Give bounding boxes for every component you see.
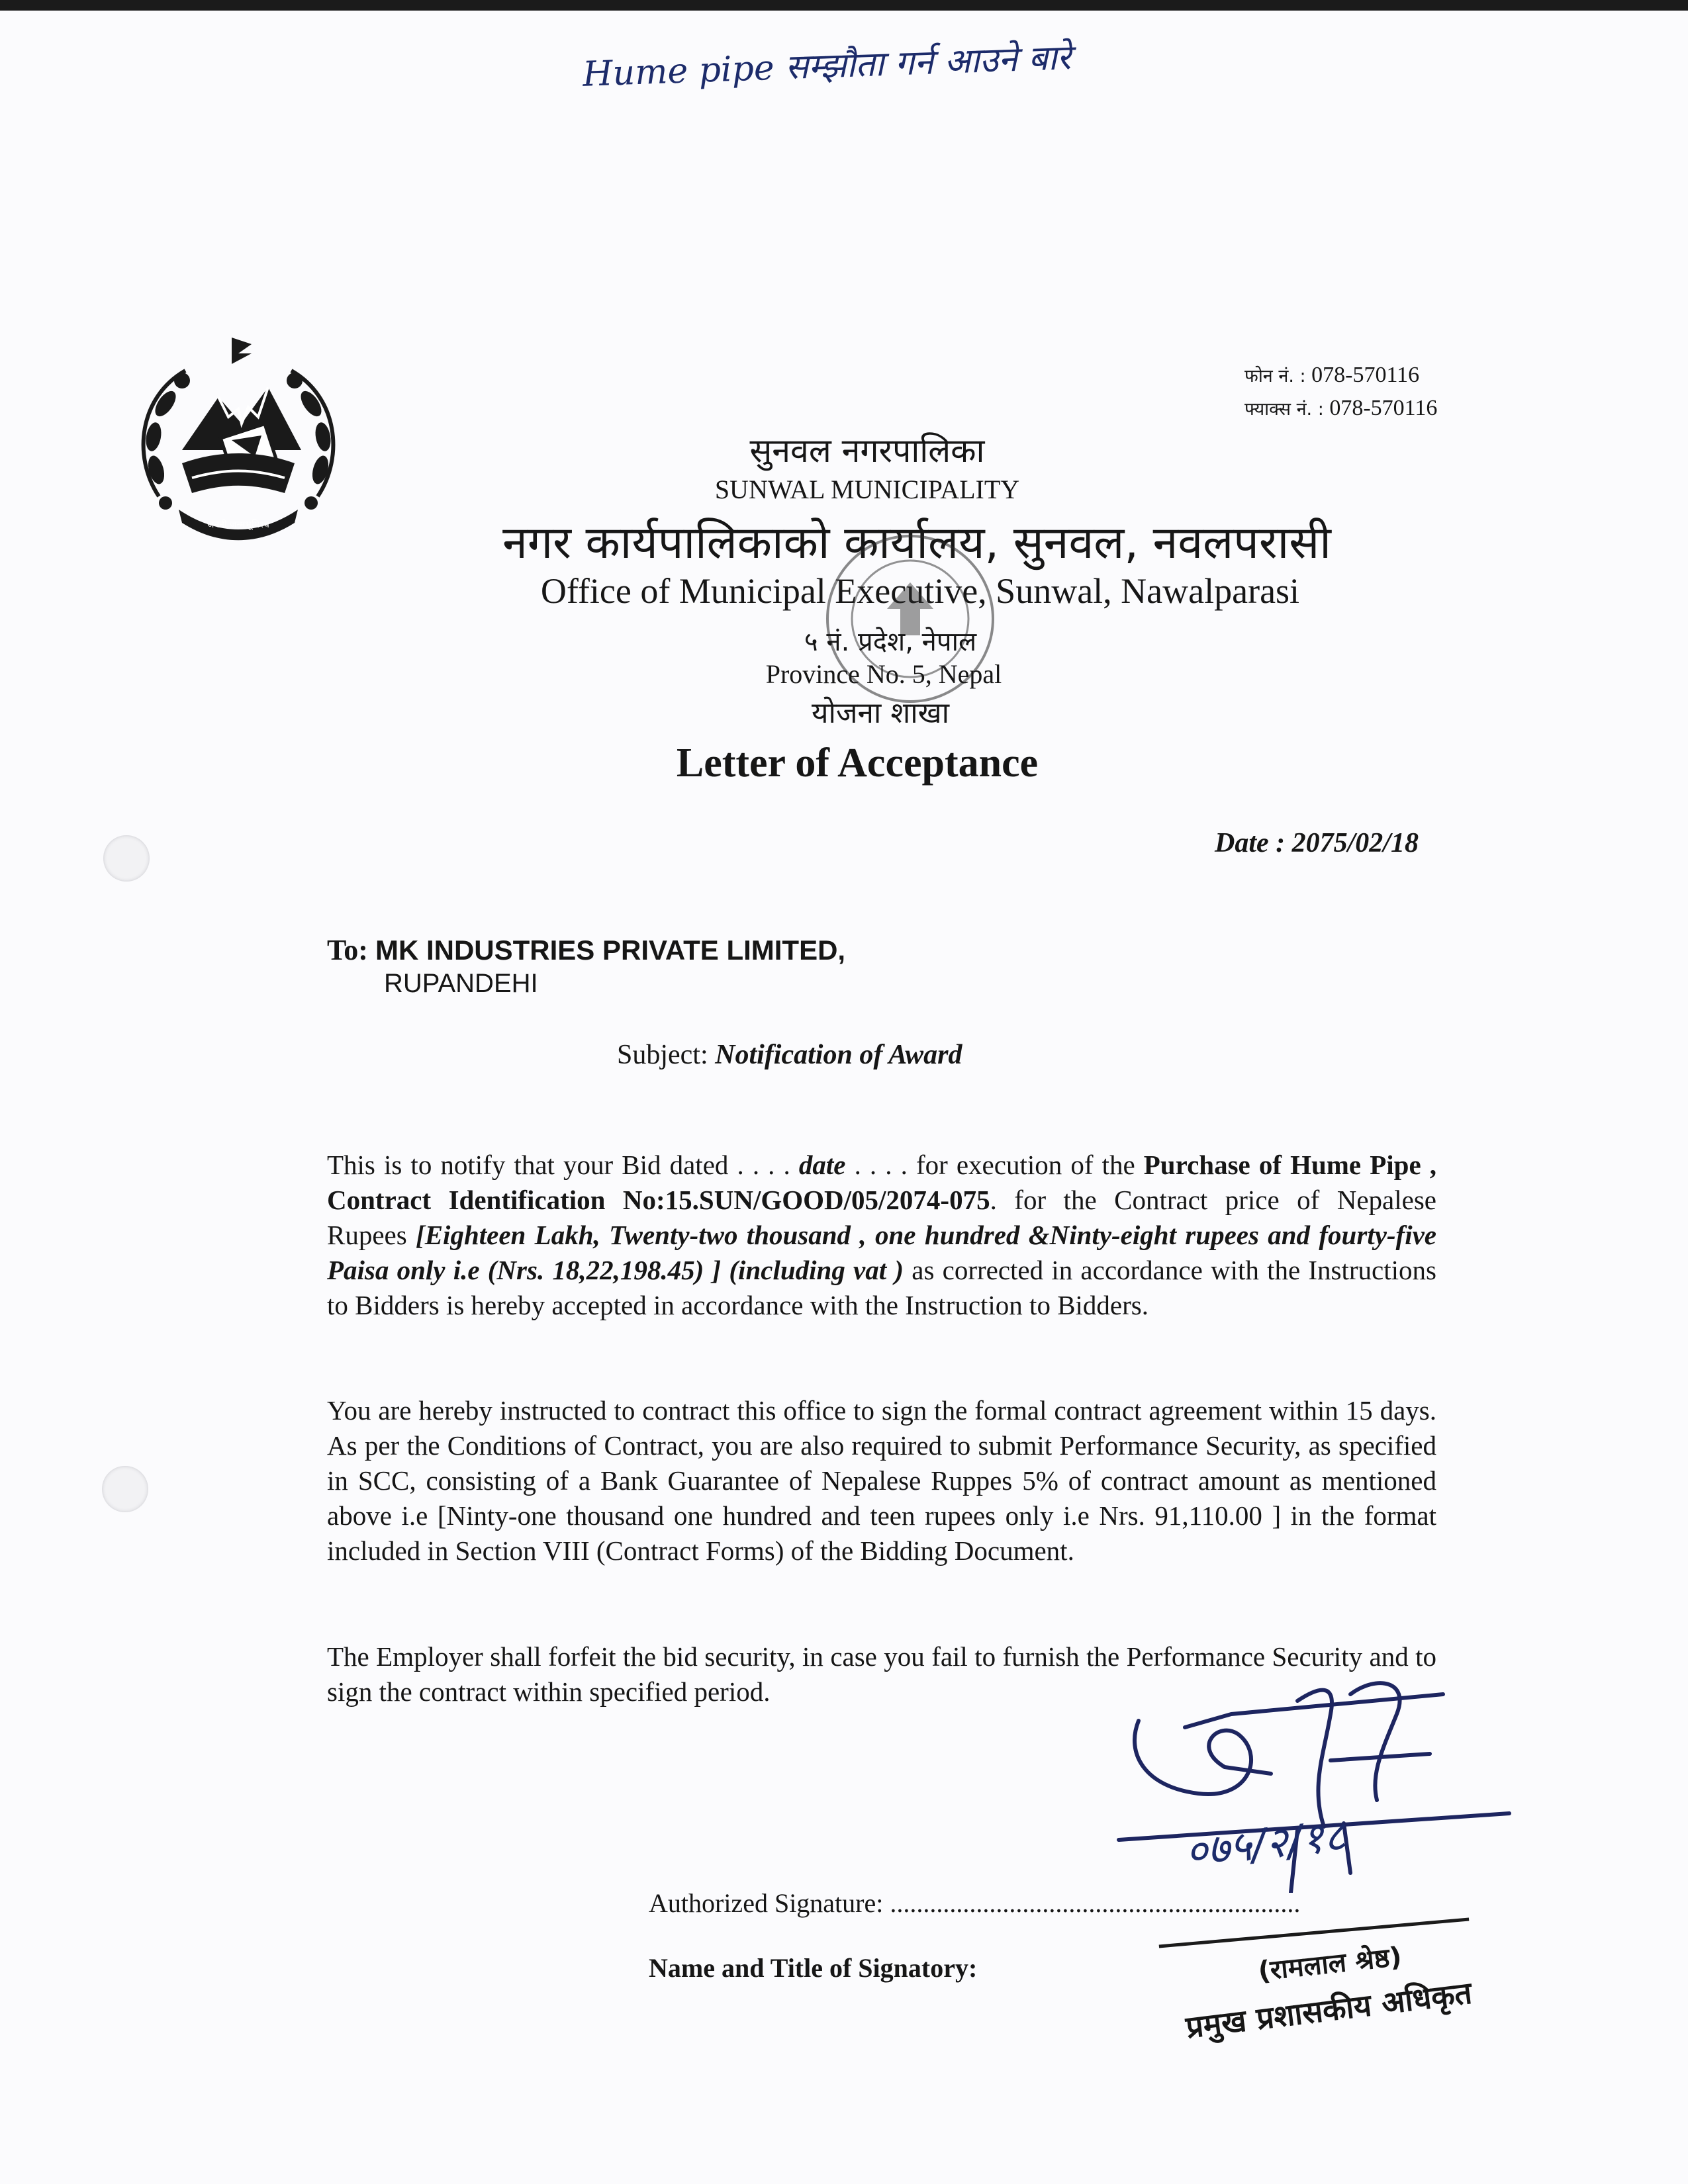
fax-label: फ्याक्स नं. : [1244,399,1324,420]
name-title-label: Name and Title of Signatory: [649,1953,978,1983]
para1-bid-date: date [798,1150,846,1180]
signatory-stamp-underline [1159,1918,1470,1948]
subject-line [617,1039,962,1071]
fax-line [1244,396,1437,421]
notification-paragraph [327,1148,1436,1323]
letter-title: Letter of Acceptance [676,741,1039,786]
province-np: ५ नं. प्रदेश, नेपाल [804,627,977,657]
fax-number: 078-570116 [1329,396,1438,420]
contract-price: [Eighteen Lakh, Twenty-two thousand , one hundred &Ninty-eight rupees and fourty-five Paisa only i.e (Nrs. 18,22,198.45) ] (including vat ) [327,1220,1436,1285]
authorized-signature-row [649,1888,1300,1919]
para1-text-d: as corrected in accordance with the Instructions to Bidders is hereby accepted in accordance with the Instruction to Bidders. [327,1255,1436,1320]
to-label: To: [327,934,368,966]
office-name-np: नगर कार्यपालिकाको कार्यालय, सुनवल, नवलपरासी [502,517,1331,569]
province-en: Province No. 5, Nepal [765,659,1002,689]
office-name-en: Office of Municipal Executive, Sunwal, Nawalparasi [540,571,1300,611]
signature-handwritten-date: ०७५/२/१८ [1183,1811,1348,1878]
municipality-name-en: SUNWAL MUNICIPALITY [714,475,1020,504]
punch-hole-bottom [102,1466,148,1512]
recipient-name: MK INDUSTRIES PRIVATE LIMITED, [375,934,846,966]
handwritten-note: Hume pipe सम्झौता गर्न आउने बारे [582,38,1072,95]
municipality-name-np: सुनवल नगरपालिका [749,432,985,470]
planning-section-np: योजना शाखा [811,696,950,730]
phone-line [1244,363,1419,388]
subject-text: Notification of Award [715,1040,962,1070]
punch-hole-top [103,835,150,882]
instruction-paragraph: You are hereby instructed to contract this office to sign the formal contract agreement within 15 days. As per the Conditions of Contract, you are also required to submit Performance Security, as specified in SCC, consisting of a Bank Guarantee of Nepalese Ruppes 5% of contract amount as mentioned above i.e [Ninty-one thousand one hundred and teen rupees only i.e Nrs. 91,110.00 ] in the format included in Section VIII (Contract Forms) of the Bidding Document. [327,1395,1436,1566]
recipient-line [327,933,845,967]
signature-dotted-line: .............................................................. [890,1888,1301,1918]
svg-text:जननी जन्मभूमिश्च: जननी जन्मभूमिश्च [207,520,269,530]
scan-border [0,0,1688,11]
contract-identification: Purchase of Hume Pipe , Contract Identification No:15.SUN/GOOD/05/2074-075 [327,1150,1436,1215]
para1-text-a: This is to notify that your Bid dated . . . . [327,1150,799,1180]
authorized-signature-label: Authorized Signature: [649,1888,884,1918]
signatory-stamp-name: (रामलाल श्रेष्ठ) [1256,1941,1403,1987]
para1-text-c: . for the Contract price of Nepalese Rupees [327,1185,1436,1250]
phone-label: फोन नं. : [1244,366,1306,387]
recipient-address: RUPANDEHI [384,969,538,998]
letter-date: Date : 2075/02/18 [1215,828,1419,858]
forfeit-paragraph: The Employer shall forfeit the bid security, in case you fail to furnish the Performance Security and to sign the contract within specified period. [327,1641,1436,1707]
para1-text-b: . . . . for execution of the [845,1150,1144,1180]
subject-label: Subject: [617,1040,708,1070]
signatory-stamp-title: प्रमुख प्रशासकीय अधिकृत [1184,1974,1474,2046]
phone-number: 078-570116 [1311,363,1420,387]
